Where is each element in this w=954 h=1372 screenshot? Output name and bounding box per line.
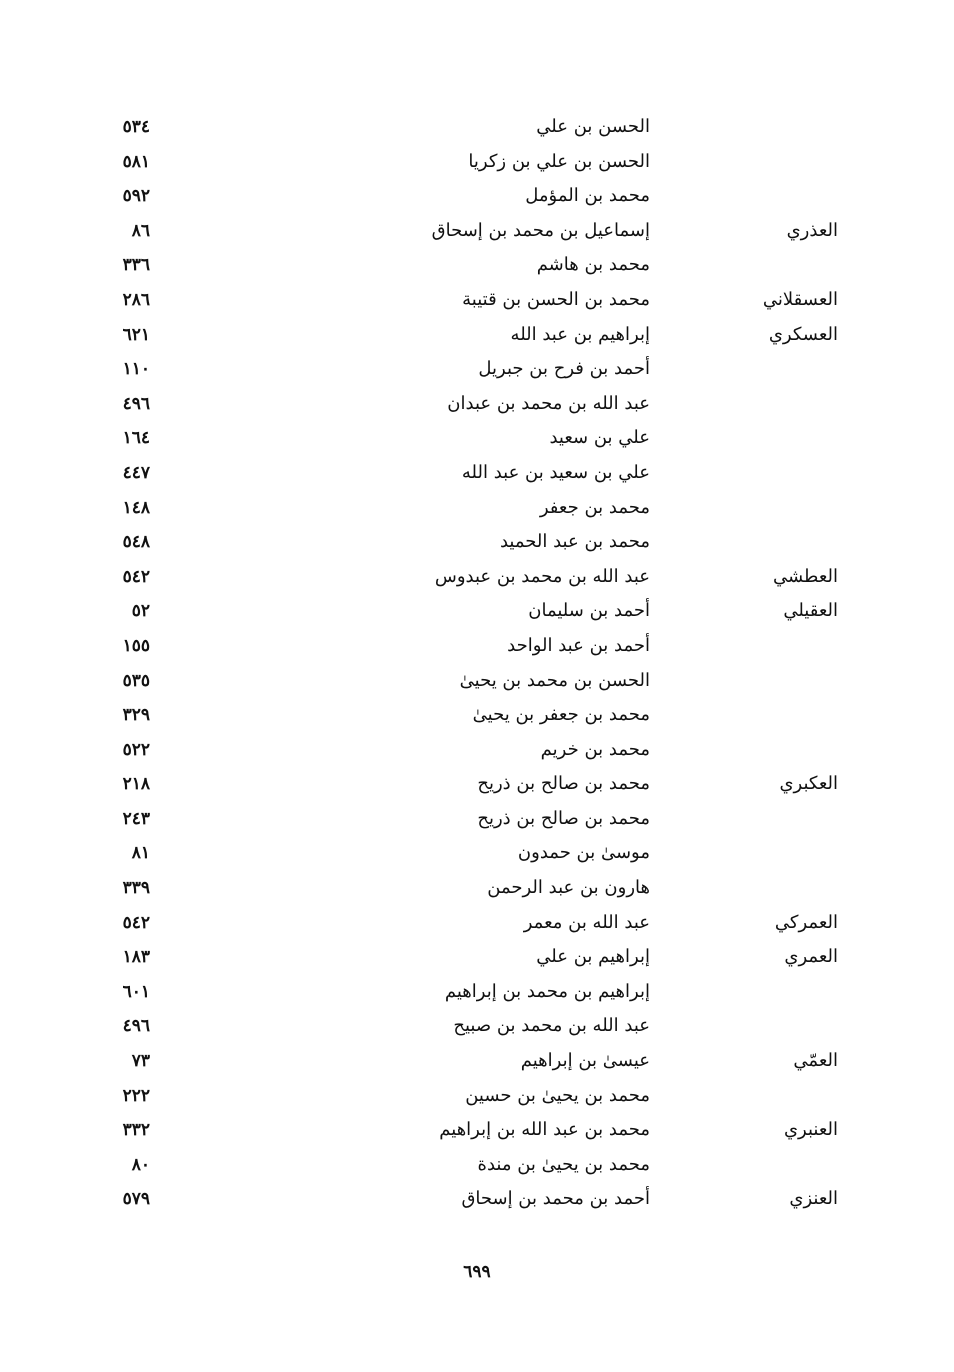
entry-name: محمد بن الحسن بن قتيبة — [462, 288, 650, 310]
entry-nisba: العمّي — [793, 1050, 838, 1072]
entry-name: الحسن بن علي — [536, 116, 650, 137]
entry-page-reference: ٢١٨ — [122, 774, 150, 795]
entry-nisba: العمري — [784, 946, 838, 968]
entry-page-reference: ٤٩٦ — [122, 393, 150, 414]
index-entry — [0, 871, 954, 906]
index-list — [0, 110, 954, 1217]
entry-nisba: العذري — [786, 219, 838, 241]
entry-name: عبد الله بن محمد بن عبدان — [447, 392, 650, 414]
index-entry — [0, 1009, 954, 1044]
entry-name: عبد الله بن محمد بن عبدوس — [434, 565, 650, 587]
entry-nisba: العمركي — [774, 911, 838, 933]
entry-page-reference: ١٦٤ — [122, 428, 150, 449]
entry-name: محمد بن عبد الحميد — [499, 531, 650, 553]
entry-page-reference: ٥٢ — [131, 601, 150, 622]
index-entry — [0, 698, 954, 733]
entry-page-reference: ٢٢٢ — [122, 1085, 150, 1106]
entry-page-reference: ٨٠ — [131, 1154, 150, 1175]
entry-page-reference: ١٥٥ — [122, 635, 150, 656]
entry-page-reference: ٣٣٩ — [122, 878, 150, 899]
entry-nisba: العنزي — [789, 1188, 838, 1210]
entry-nisba: العقيلي — [783, 600, 838, 622]
index-entry — [0, 975, 954, 1010]
index-entry — [0, 906, 954, 941]
entry-page-reference: ٢٨٦ — [122, 289, 150, 310]
index-entry — [0, 664, 954, 699]
entry-page-reference: ٢٤٣ — [122, 808, 150, 829]
index-entry — [0, 283, 954, 318]
entry-page-reference: ٥٤٢ — [122, 566, 150, 587]
entry-name: علي بن سعيد — [549, 427, 650, 449]
index-entry — [0, 767, 954, 802]
index-entry — [0, 145, 954, 180]
index-entry — [0, 179, 954, 214]
index-entry — [0, 248, 954, 283]
index-entry — [0, 214, 954, 249]
entry-page-reference: ٤٤٧ — [122, 462, 150, 483]
entry-page-reference: ١٨٣ — [122, 947, 150, 968]
index-entry — [0, 836, 954, 871]
index-entry — [0, 560, 954, 595]
entry-page-reference: ٥٣٥ — [122, 670, 150, 691]
entry-page-reference: ٤٩٦ — [122, 1016, 150, 1037]
entry-page-reference: ٥٤٢ — [122, 912, 150, 933]
entry-nisba: العنبري — [783, 1119, 838, 1141]
entry-name: محمد بن صالح بن ذريح — [477, 807, 650, 829]
entry-name: محمد بن يحيىٰ بن حسين — [465, 1084, 650, 1106]
entry-name: محمد بن صالح بن ذريح — [477, 773, 650, 795]
entry-page-reference: ٦٠١ — [122, 981, 150, 1002]
index-entry — [0, 1148, 954, 1183]
index-entry — [0, 110, 954, 145]
entry-name: محمد بن عبد الله بن إبراهيم — [439, 1119, 650, 1141]
entry-page-reference: ٣٣٢ — [122, 1120, 150, 1141]
entry-page-reference: ١٤٨ — [122, 497, 150, 518]
entry-name: موسىٰ بن حمدون — [517, 842, 650, 864]
entry-page-reference: ٣٣٦ — [122, 255, 150, 276]
entry-name: إبراهيم بن علي — [536, 946, 650, 968]
index-entry — [0, 491, 954, 526]
index-entry — [0, 594, 954, 629]
entry-page-reference: ٥٤٨ — [122, 532, 150, 553]
entry-page-reference: ٦٢١ — [122, 324, 150, 345]
index-entry — [0, 387, 954, 422]
entry-nisba: العكبري — [779, 773, 838, 795]
entry-nisba: العسقلاني — [762, 288, 838, 310]
entry-page-reference: ٥٣٤ — [122, 117, 150, 137]
entry-name: أحمد بن فرح بن جبريل — [478, 358, 650, 380]
entry-name: عيسىٰ بن إبراهيم — [520, 1050, 650, 1072]
entry-nisba: العطشي — [773, 565, 838, 587]
entry-name: محمد بن خريم — [540, 738, 650, 760]
entry-name: محمد بن جعفر بن يحيىٰ — [472, 704, 650, 726]
entry-page-reference: ٥٨١ — [122, 151, 150, 172]
index-entry — [0, 629, 954, 664]
index-entry — [0, 802, 954, 837]
entry-name: محمد بن هاشم — [536, 254, 650, 276]
entry-name: الحسن بن علي بن زكريا — [468, 150, 650, 172]
index-entry — [0, 1182, 954, 1217]
entry-page-reference: ٥٢٢ — [122, 739, 150, 760]
entry-name: علي بن سعيد بن عبد الله — [461, 461, 650, 483]
entry-name: إبراهيم بن محمد بن إبراهيم — [444, 980, 650, 1002]
entry-name: الحسن بن محمد بن يحيىٰ — [459, 669, 650, 691]
page-number: ٦٩٩ — [463, 1262, 491, 1282]
index-entry — [0, 1113, 954, 1148]
index-entry — [0, 456, 954, 491]
index-entry — [0, 352, 954, 387]
index-entry — [0, 421, 954, 456]
entry-name: أحمد بن محمد بن إسحاق — [461, 1188, 650, 1210]
index-entry — [0, 525, 954, 560]
entry-page-reference: ٧٣ — [131, 1051, 150, 1072]
entry-name: محمد بن جعفر — [539, 496, 650, 518]
entry-nisba: العسكري — [768, 323, 838, 345]
index-entry — [0, 733, 954, 768]
entry-name: أحمد بن سليمان — [528, 600, 650, 622]
entry-name: محمد بن المؤمل — [525, 185, 650, 207]
index-entry — [0, 940, 954, 975]
entry-name: محمد بن يحيىٰ بن مندة — [477, 1153, 650, 1175]
entry-page-reference: ٣٢٩ — [122, 705, 150, 726]
index-entry — [0, 1079, 954, 1114]
entry-name: أحمد بن عبد الواحد — [507, 634, 650, 656]
entry-page-reference: ٨٦ — [131, 220, 150, 241]
entry-page-reference: ٥٩٢ — [122, 186, 150, 207]
entry-name: عبد الله بن معمر — [523, 911, 650, 933]
entry-page-reference: ٨١ — [131, 843, 150, 864]
index-entry — [0, 318, 954, 353]
entry-page-reference: ١١٠ — [122, 359, 150, 380]
entry-name: إبراهيم بن عبد الله — [510, 323, 650, 345]
entry-name: عبد الله بن محمد بن صبيح — [453, 1015, 650, 1037]
index-entry — [0, 1044, 954, 1079]
entry-name: هارون بن عبد الرحمن — [487, 877, 650, 899]
entry-name: إسماعيل بن محمد بن إسحاق — [431, 219, 650, 241]
entry-page-reference: ٥٧٩ — [122, 1189, 150, 1210]
